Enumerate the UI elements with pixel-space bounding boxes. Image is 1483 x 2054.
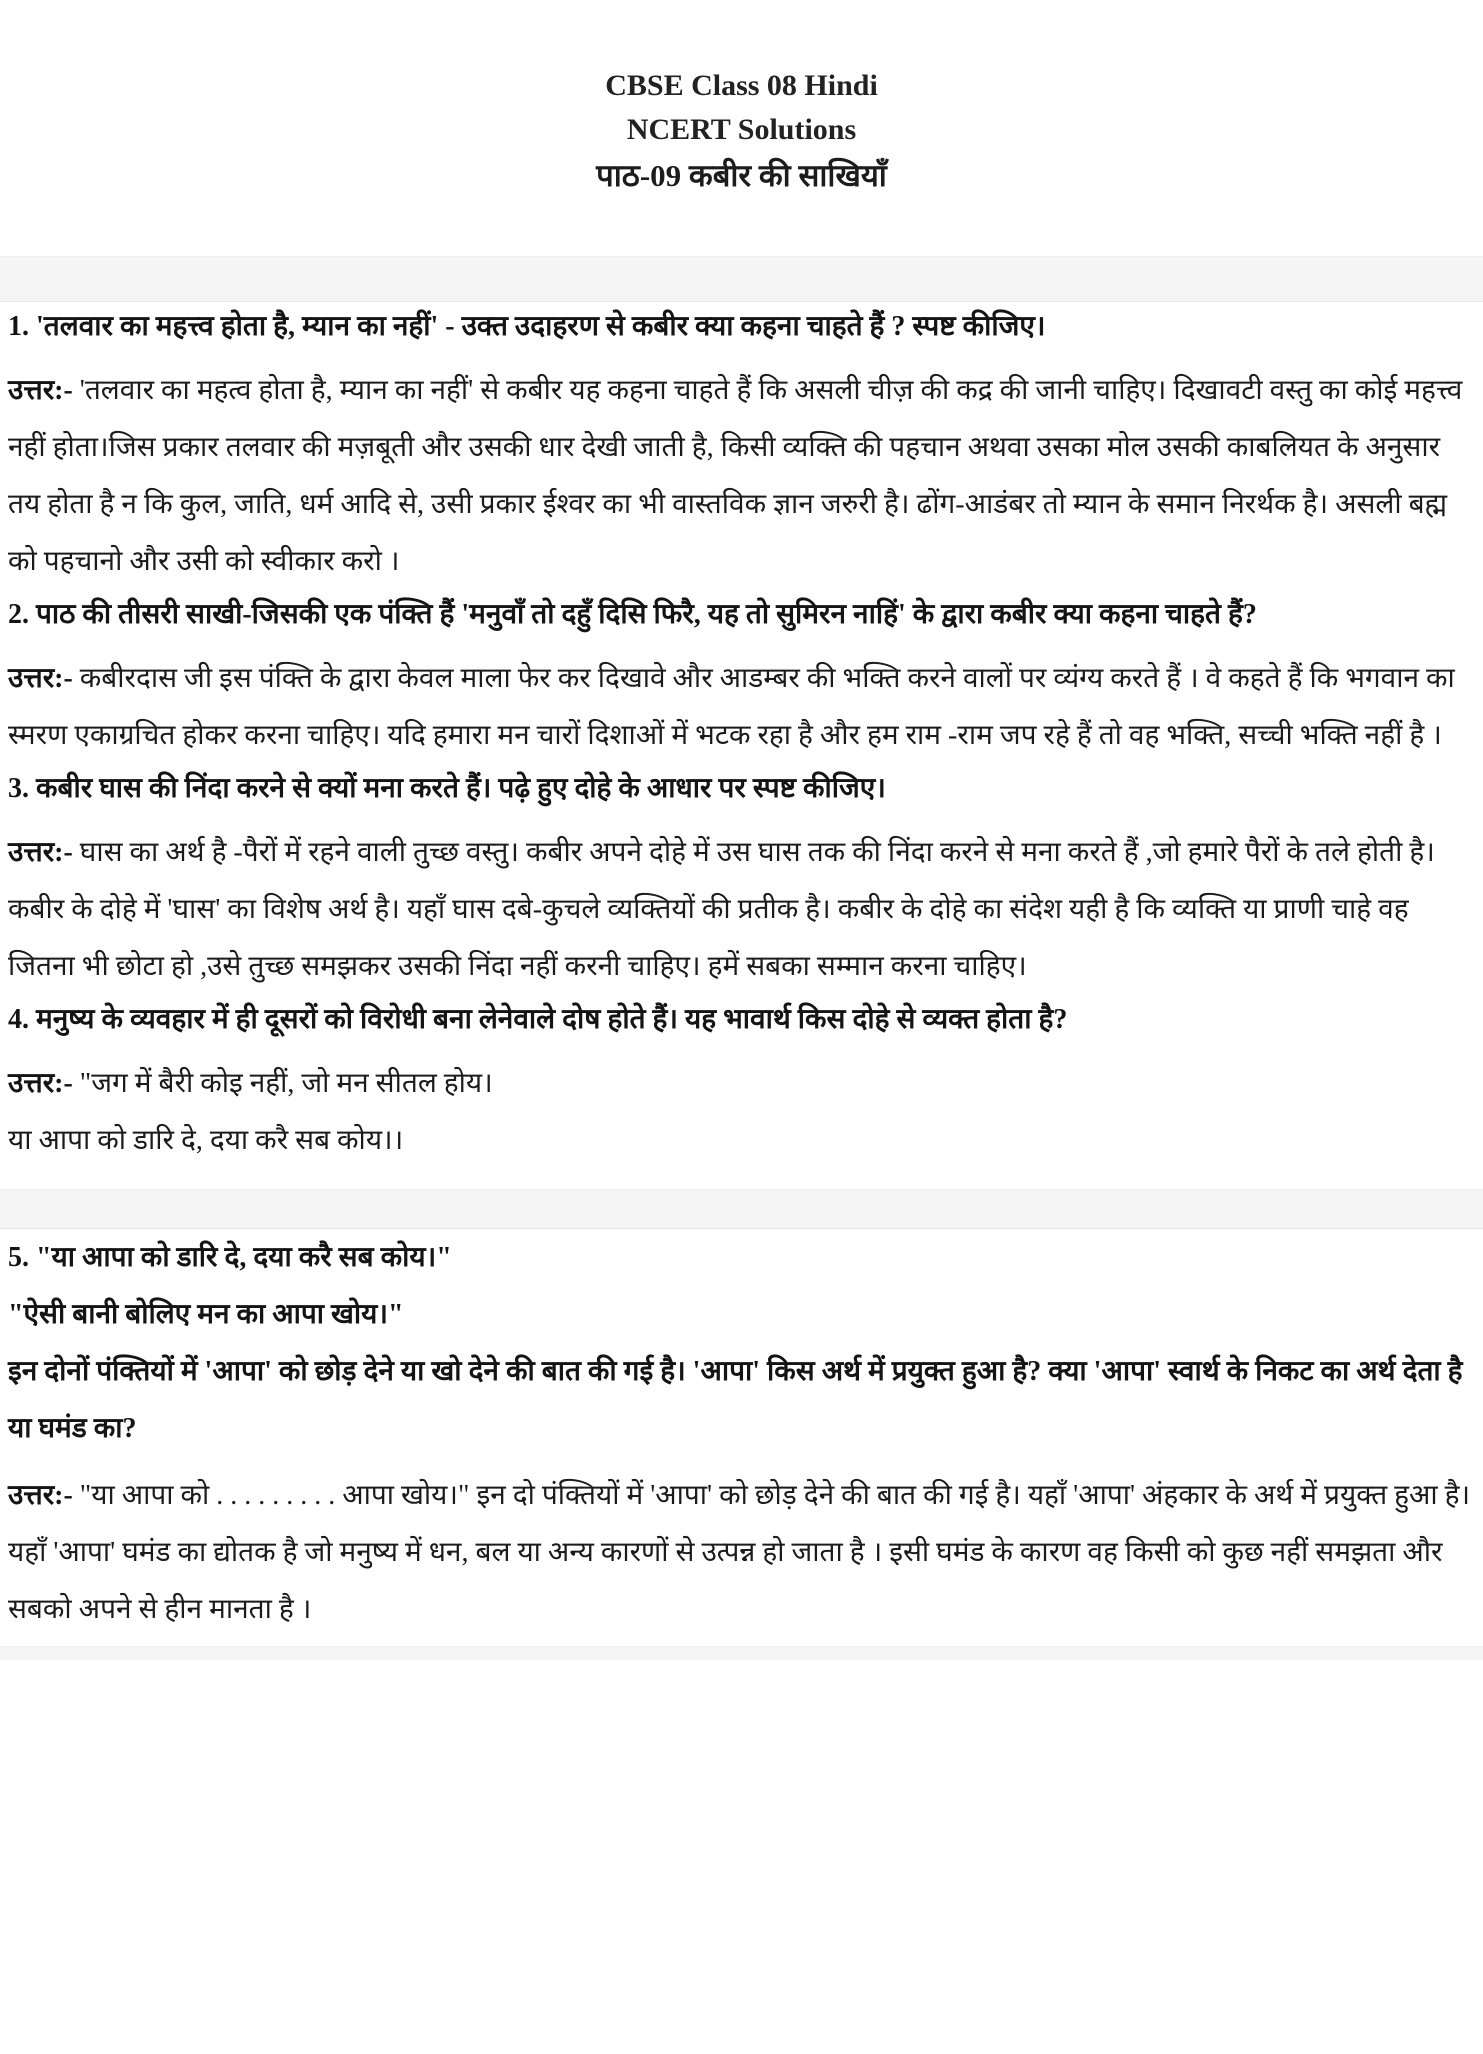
question-4: 4. मनुष्य के व्यवहार में ही दूसरों को विरोधी बना लेनेवाले दोष होते हैं। यह भावार्थ किस दोहे से व्यक्त होता है?	[8, 1004, 1068, 1035]
header-title-line2: NCERT Solutions	[626, 113, 857, 146]
answer-2-label: उत्तर:-	[8, 663, 73, 694]
answer-3-text: घास का अर्थ है -पैरों में रहने वाली तुच्छ वस्तु। कबीर अपने दोहे में उस घास तक की निंदा करने से मना करते हैं ,जो हमारे पैरों के तले होती है। कबीर के दोहे में 'घास' का विशेष अर्थ है। यहाँ घास दबे-कुचले व्यक्तियों की प्रतीक है। कबीर के दोहे का संदेश यही है कि व्यक्ति या प्राणी चाहे वह जितना भी छोटा हो ,उसे तुच्छ समझकर उसकी निंदा नहीं करनी चाहिए। हमें सबका सम्मान करना चाहिए।	[8, 837, 1435, 982]
qa-block-2	[8, 590, 1473, 764]
header-title-line1: CBSE Class 08 Hindi	[605, 69, 878, 102]
document-header	[0, 0, 1483, 200]
question-1: 1. 'तलवार का महत्त्व होता है, म्यान का नहीं' - उक्त उदाहरण से कबीर क्या कहना चाहते हैं ? स्पष्ट कीजिए।	[8, 311, 1046, 342]
section-divider	[0, 1189, 1483, 1229]
answer-1	[8, 362, 1473, 590]
document-body-continued	[0, 1229, 1483, 1638]
answer-5-label: उत्तर:-	[8, 1480, 73, 1511]
question-2: 2. पाठ की तीसरी साखी-जिसकी एक पंक्ति हैं 'मनुवाँ तो दहुँ दिसि फिरै, यह तो सुमिरन नाहिं' के द्वारा कबीर क्या कहना चाहते हैं?	[8, 599, 1257, 630]
answer-1-label: उत्तर:-	[8, 375, 73, 406]
question-5-line3: इन दोनों पंक्तियों में 'आपा' को छोड़ देने या खो देने की बात की गई है। 'आपा' किस अर्थ में प्रयुक्त हुआ है? क्या 'आपा' स्वार्थ के निकट का अर्थ देता है या घमंड का?	[8, 1356, 1463, 1444]
qa-block-4	[8, 995, 1473, 1169]
qa-block-3	[8, 764, 1473, 995]
answer-4-couplet-line2: या आपा को डारि दे, दया करै सब कोय।।	[8, 1125, 404, 1156]
header-title-line3: पाठ-09 कबीर की साखियाँ	[596, 158, 887, 193]
question-3: 3. कबीर घास की निंदा करने से क्यों मना करते हैं। पढ़े हुए दोहे के आधार पर स्पष्ट कीजिए।	[8, 773, 886, 804]
answer-2	[8, 650, 1473, 764]
answer-2-text: कबीरदास जी इस पंक्ति के द्वारा केवल माला फेर कर दिखावे और आडम्बर की भक्ति करने वालों पर व्यंग्य करते हैं । वे कहते हैं कि भगवान का स्मरण एकाग्रचित होकर करना चाहिए। यदि हमारा मन चारों दिशाओं में भटक रहा है और हम राम -राम जप रहे हैं तो वह भक्ति, सच्ची भक्ति नहीं है ।	[8, 663, 1455, 751]
qa-block-5	[8, 1229, 1473, 1638]
answer-3	[8, 824, 1473, 995]
answer-4-line1	[8, 1055, 1473, 1112]
section-divider	[0, 1646, 1483, 1660]
question-5-line1: 5. "या आपा को डारि दे, दया करै सब कोय।"	[8, 1242, 452, 1273]
answer-5	[8, 1467, 1473, 1638]
section-divider	[0, 256, 1483, 302]
qa-block-1	[8, 302, 1473, 590]
document-body	[0, 302, 1483, 1169]
answer-4-label: उत्तर:-	[8, 1068, 73, 1099]
answer-4-line2	[8, 1112, 1473, 1169]
answer-1-text: 'तलवार का महत्व होता है, म्यान का नहीं' से कबीर यह कहना चाहते हैं कि असली चीज़ की कद्र की जानी चाहिए। दिखावटी वस्तु का कोई महत्त्व नहीं होता।जिस प्रकार तलवार की मज़बूती और उसकी धार देखी जाती है, किसी व्यक्ति की पहचान अथवा उसका मोल उसकी काबलियत के अनुसार तय होता है न कि कुल, जाति, धर्म आदि से, उसी प्रकार ईश्वर का भी वास्तविक ज्ञान जरुरी है। ढोंग-आडंबर तो म्यान के समान निरर्थक है। असली बह्म को पहचानो और उसी को स्वीकार करो ।	[8, 375, 1463, 577]
question-5-line2: "ऐसी बानी बोलिए मन का आपा खोय।"	[8, 1299, 404, 1330]
answer-3-label: उत्तर:-	[8, 837, 73, 868]
answer-5-text: "या आपा को . . . . . . . . . आपा खोय।" इन दो पंक्तियों में 'आपा' को छोड़ देने की बात की गई है। यहाँ 'आपा' अंहकार के अर्थ में प्रयुक्त हुआ है। यहाँ 'आपा' घमंड का द्योतक है जो मनुष्य में धन, बल या अन्य कारणों से उत्पन्न हो जाता है । इसी घमंड के कारण वह किसी को कुछ नहीं समझता और सबको अपने से हीन मानता है ।	[8, 1480, 1471, 1625]
answer-4-couplet-line1: "जग में बैरी कोइ नहीं, जो मन सीतल होय।	[79, 1068, 493, 1099]
